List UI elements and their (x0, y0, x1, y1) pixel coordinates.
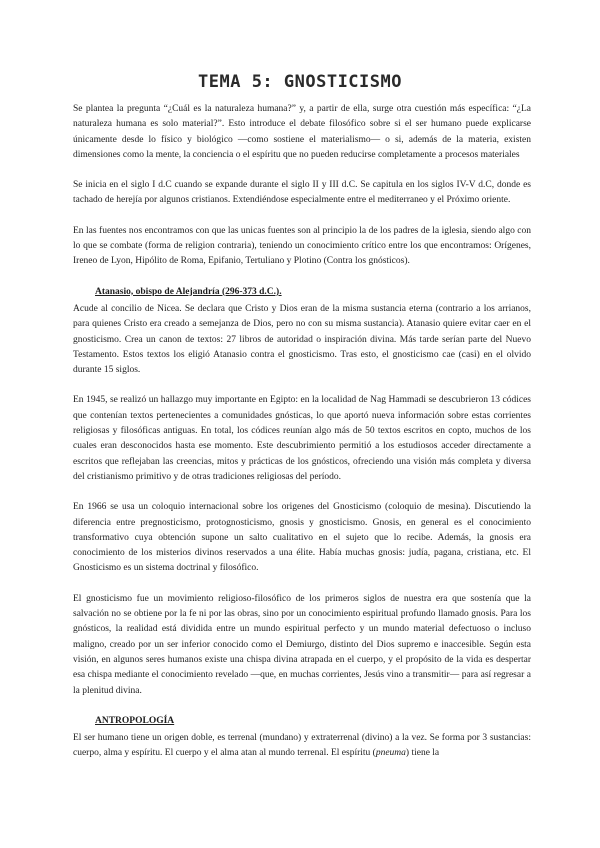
paragraph-definicion-gnosticismo: El gnosticismo fue un movimiento religioso-filosófico de los primeros siglos de nuestra era que sostenía que la salvación no se obtiene por la fe ni por las obras, sino por un conocimiento espiritual profundo llamado gnosis. Para los gnósticos, la realidad está dividida entre un mundo espiritual perfecto y un mundo material defectuoso o incluso maligno, creado por un ser inferior conocido como el Demiurgo, distinto del Dios supremo e inaccesible. Según esta visión, en algunos seres humanos existe una chispa divina atrapada en el cuerpo, y el propósito de la vida es despertar esa chispa mediante el conocimiento revelado —que, en muchas corrientes, Jesús vino a transmitir— para así regresar a la plenitud divina. (73, 593, 531, 696)
document-body (73, 102, 531, 777)
paragraph-coloquio-mesina: En 1966 se usa un coloquio internacional sobre los origenes del Gnosticismo (coloquio de mesina). Discutiendo la diferencia entre pregnosticismo, protognosticismo, gnosis y gnosticismo. Gnosis, en general es el conocimiento transformativo cuya obtención supone un salto cualitativo en el sujeto que lo recibe. Además, la gnosis era conocimiento de los misterios divinos reservados a una élite. Había muchas gnosis: judía, pagana, cristiana, etc. El Gnosticismo es un sistema doctrinal y filosófico. (73, 502, 531, 574)
paragraph-nag-hammadi: En 1945, se realizó un hallazgo muy importante en Egipto: en la localidad de Nag Hammadi se descubrieron 13 códices que contenían textos pertenecientes a comunidades gnósticas, lo que aportó nueva información sobre estas corrientes religiosas y filosóficas antiguas. En total, los códices reunían algo más de 50 textos escritos en copto, muchos de los cuales eran desconocidos hasta ese momento. Este descubrimiento permitió a los estudiosos acceder directamente a escritos que reflejaban las creencias, mitos y prácticas de los gnósticos, ofreciendo una visión más completa y diversa del cristianismo primitivo y de otras tradiciones religiosas del período. (73, 395, 531, 482)
pneuma-term: pneuma (375, 748, 406, 759)
paragraph-cronologia: Se inicia en el siglo I d.C cuando se expande durante el siglo II y III d.C. Se capitula en los siglos IV-V d.C, donde es tachado de herejía por algunos cristianos. Extendiéndose especialmente entre el mediterraneo y el Próximo oriente. (73, 180, 531, 206)
antropologia-text-end: ) tiene la (405, 748, 440, 759)
paragraph-antropologia (73, 731, 531, 762)
page-title: TEMA 5: GNOSTICISMO (198, 72, 402, 92)
antropologia-text-start: El ser humano tiene un origen doble, es terrenal (mundano) y extraterrenal (divino) a la vez. Se forma por 3 sustancias: cuerpo, alma y espíritu. El cuerpo y el alma atan al mundo terrenal. El espíritu ( (73, 733, 531, 759)
section-heading-atanasio: Atanasio, obispo de Alejandría (296-373 d.C.). (95, 286, 282, 297)
section-heading-antropologia: ANTROPOLOGÍA (95, 715, 175, 726)
paragraph-naturaleza-humana: Se plantea la pregunta “¿Cuál es la naturaleza humana?” y, a partir de ella, surge otra cuestión más específica: “¿La naturaleza humana es solo material?”. Esto introduce el debate filosófico sobre si el ser humano puede explicarse únicamente desde lo físico y biológico —como sostiene el materialismo— o si, además de la materia, existen dimensiones como la mente, la conciencia o el espíritu que no pueden reducirse completamente a procesos materiales (73, 104, 531, 160)
paragraph-atanasio: Acude al concilio de Nicea. Se declara que Cristo y Dios eran de la misma sustancia eterna (contrario a los arrianos, para quienes Cristo era creado a semejanza de Dios, pero no con su misma sustancia). Atanasio quiere evitar caer en el gnosticismo. Crea un canon de textos: 27 libros de autoridad o inspiración divina. Más tarde serían parte del Nuevo Testamento. Estos textos los eligió Atanasio contra el gnosticismo. Tras esto, el gnosticismo cae (casi) en el olvido durante 15 siglos. (73, 303, 531, 376)
paragraph-fuentes: En las fuentes nos encontramos con que las unicas fuentes son al principio la de los padres de la iglesia, siendo algo con lo que se combate (forma de religion contraria), teniendo un conocimiento crítico entre los que encontramos: Orígenes, Ireneo de Lyon, Hipólito de Roma, Epifanio, Tertuliano y Plotino (Contra los gnósticos). (73, 225, 531, 267)
